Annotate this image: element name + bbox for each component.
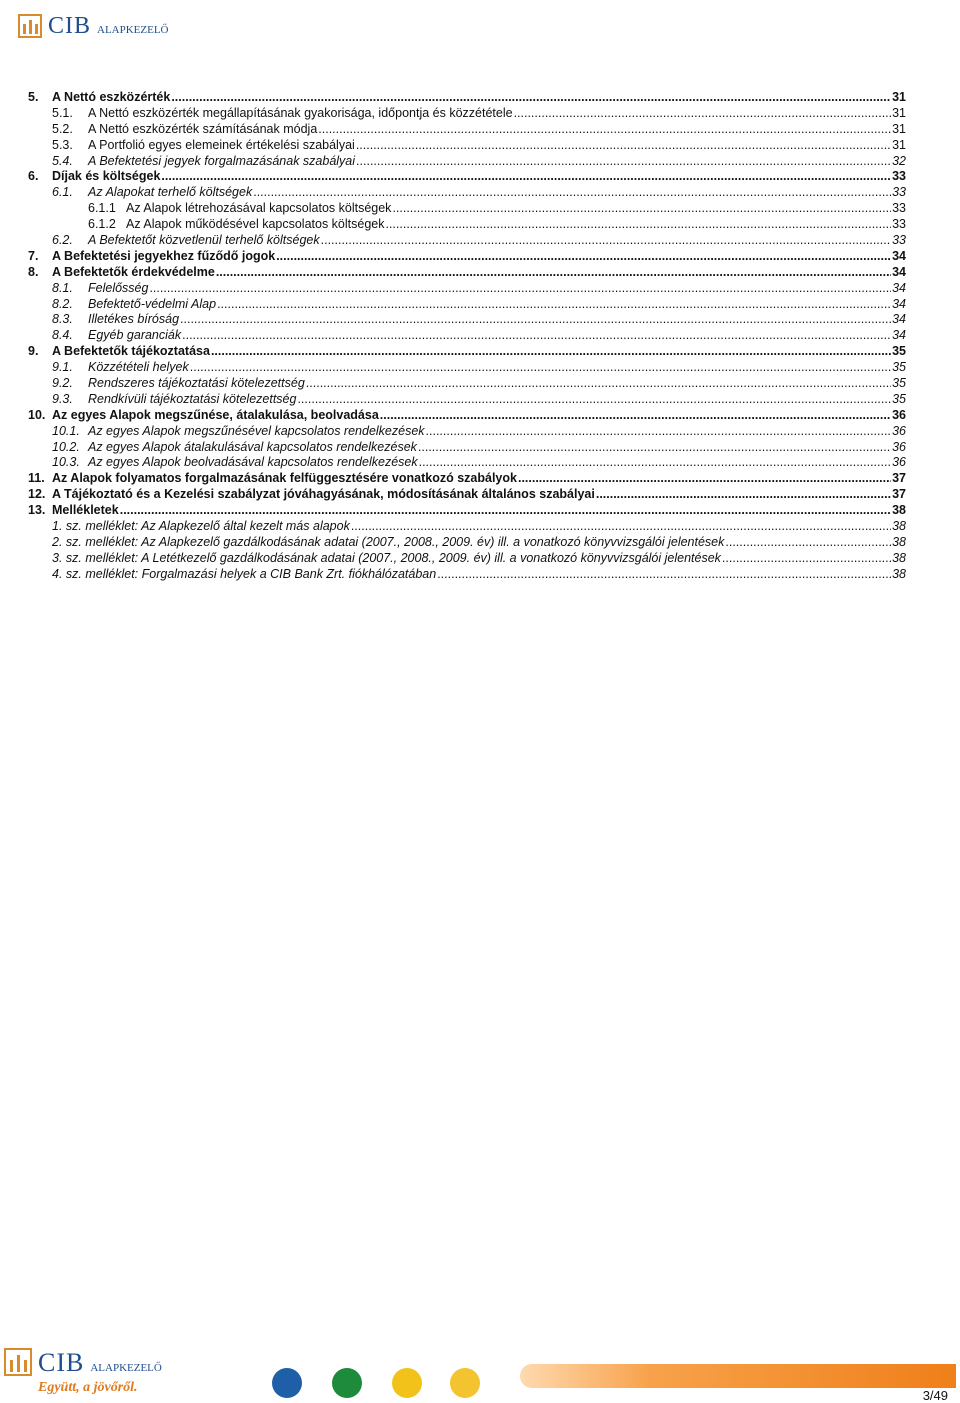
toc-leader-dots <box>161 169 891 185</box>
toc-entry-page: 33 <box>892 217 906 232</box>
toc-entry-page: 33 <box>892 233 906 248</box>
table-of-contents <box>28 90 906 583</box>
toc-leader-dots <box>216 265 891 281</box>
toc-entry-number: 6. <box>28 169 39 184</box>
toc-leader-dots <box>356 138 891 154</box>
toc-entry[interactable] <box>28 233 906 249</box>
toc-entry-page: 32 <box>892 153 906 168</box>
toc-entry[interactable] <box>28 154 906 170</box>
page-footer <box>0 1340 960 1403</box>
toc-entry-title: Az Alapok működésével kapcsolatos költségek <box>126 217 385 232</box>
toc-entry-page: 35 <box>892 360 906 375</box>
toc-leader-dots <box>253 185 891 201</box>
toc-entry[interactable] <box>28 106 906 122</box>
toc-entry-page: 36 <box>892 407 906 422</box>
toc-entry-page: 31 <box>892 105 906 120</box>
toc-entry-page: 37 <box>892 487 906 502</box>
toc-entry-page: 38 <box>892 566 906 581</box>
toc-entry-page: 34 <box>892 296 906 311</box>
toc-entry-number: 9.3. <box>52 391 73 406</box>
toc-entry-number: 8.1. <box>52 280 73 295</box>
toc-leader-dots <box>392 201 891 217</box>
toc-entry-page: 34 <box>892 280 906 295</box>
toc-entry-page: 31 <box>892 137 906 152</box>
toc-entry-number: 5.2. <box>52 121 73 136</box>
toc-entry-page: 35 <box>892 376 906 391</box>
toc-entry-title: 2. sz. melléklet: Az Alapkezelő gazdálkodásának adatai (2007., 2008., 2009. év) ill. a vonatkozó könyvvizsgálói jelentések <box>52 534 725 549</box>
toc-entry[interactable] <box>28 344 906 360</box>
toc-entry-title: Az egyes Alapok beolvadásával kapcsolatos rendelkezések <box>88 455 418 470</box>
toc-entry[interactable] <box>28 471 906 487</box>
toc-entry-number: 12. <box>28 487 46 502</box>
toc-entry[interactable] <box>28 392 906 408</box>
toc-leader-dots <box>321 233 891 249</box>
toc-entry-page: 33 <box>892 169 906 184</box>
toc-entry-page: 34 <box>892 248 906 263</box>
toc-entry[interactable] <box>28 281 906 297</box>
toc-entry-number: 6.1.2 <box>88 217 116 232</box>
toc-entry-title: 4. sz. melléklet: Forgalmazási helyek a CIB Bank Zrt. fiókhálózatában <box>52 566 437 581</box>
toc-entry-number: 8.2. <box>52 296 73 311</box>
header-logo-sub: ALAPKEZELŐ <box>97 24 169 36</box>
toc-entry-title: Az Alapok létrehozásával kapcsolatos költségek <box>126 201 392 216</box>
toc-entry-title: A Befektetők érdekvédelme <box>52 264 215 279</box>
toc-entry-number: 9.2. <box>52 376 73 391</box>
footer-logo-text: CIB <box>38 1348 85 1377</box>
toc-leader-dots <box>514 106 892 122</box>
toc-entry-page: 33 <box>892 201 906 216</box>
toc-entry-title: 3. sz. melléklet: A Letétkezelő gazdálkodásának adatai (2007., 2008., 2009. év) ill. a vonatkozó könyvvizsgálói jelentések <box>52 550 721 565</box>
green-dot-icon <box>332 1368 362 1398</box>
toc-leader-dots <box>356 154 891 170</box>
toc-entry-title: A Nettó eszközérték <box>52 90 171 104</box>
toc-entry-page: 31 <box>892 90 906 104</box>
toc-entry-title: Mellékletek <box>52 503 119 518</box>
toc-leader-dots <box>180 312 891 328</box>
toc-entry-title: A Nettó eszközérték számításának módja <box>88 121 318 136</box>
toc-entry[interactable] <box>28 408 906 424</box>
toc-entry-title: Rendszeres tájékoztatási kötelezettség <box>88 376 305 391</box>
toc-entry-number: 5.3. <box>52 137 73 152</box>
toc-entry-page: 34 <box>892 328 906 343</box>
toc-entry[interactable] <box>28 455 906 471</box>
toc-leader-dots <box>351 519 891 535</box>
cib-logo-icon <box>18 14 42 38</box>
toc-entry-page: 37 <box>892 471 906 486</box>
toc-entry-number: 5. <box>28 90 39 104</box>
toc-entry-page: 35 <box>892 391 906 406</box>
toc-entry-number: 10.3. <box>52 455 80 470</box>
toc-leader-dots <box>385 217 891 233</box>
toc-entry-title: A Befektetési jegyekhez fűződő jogok <box>52 248 276 263</box>
toc-entry-title: 1. sz. melléklet: Az Alapkezelő által kezelt más alapok <box>52 519 350 534</box>
toc-entry-page: 34 <box>892 264 906 279</box>
toc-leader-dots <box>418 440 891 456</box>
toc-entry-title: Díjak és költségek <box>52 169 161 184</box>
toc-entry[interactable] <box>28 217 906 233</box>
toc-entry-title: Az Alapok folyamatos forgalmazásának felfüggesztésére vonatkozó szabályok <box>52 471 517 486</box>
toc-leader-dots <box>722 551 891 567</box>
toc-entry-number: 10.1. <box>52 423 80 438</box>
toc-entry[interactable] <box>28 376 906 392</box>
toc-entry[interactable] <box>28 567 906 583</box>
toc-entry[interactable] <box>28 297 906 313</box>
toc-entry[interactable] <box>28 440 906 456</box>
toc-leader-dots <box>211 344 891 360</box>
toc-entry-page: 38 <box>892 550 906 565</box>
toc-entry-number: 8.3. <box>52 312 73 327</box>
footer-slogan: Együtt, a jövőről. <box>38 1380 138 1395</box>
blue-dot-icon <box>272 1368 302 1398</box>
footer-logo <box>4 1348 162 1376</box>
footer-logo-sub: ALAPKEZELŐ <box>90 1362 162 1374</box>
toc-entry[interactable] <box>28 122 906 138</box>
toc-entry-number: 10. <box>28 407 46 422</box>
toc-entry-title: Befektető-védelmi Alap <box>88 296 217 311</box>
toc-entry-number: 9. <box>28 344 39 359</box>
toc-entry-title: A Nettó eszközérték megállapításának gyakorisága, időpontja és közzététele <box>88 105 513 120</box>
toc-entry-number: 6.1. <box>52 185 73 200</box>
toc-entry-number: 6.2. <box>52 233 73 248</box>
toc-entry[interactable] <box>28 503 906 519</box>
toc-entry[interactable] <box>28 265 906 281</box>
toc-entry-title: A Befektetők tájékoztatása <box>52 344 210 359</box>
toc-entry-title: Illetékes bíróság <box>88 312 180 327</box>
toc-entry-page: 36 <box>892 423 906 438</box>
toc-entry[interactable] <box>28 185 906 201</box>
toc-entry-number: 11. <box>28 471 45 486</box>
toc-leader-dots <box>437 567 891 583</box>
toc-entry[interactable] <box>28 424 906 440</box>
toc-entry-page: 38 <box>892 503 906 518</box>
toc-leader-dots <box>318 122 891 138</box>
toc-entry-number: 8.4. <box>52 328 73 343</box>
toc-entry-page: 36 <box>892 455 906 470</box>
toc-leader-dots <box>297 392 891 408</box>
toc-entry-title: Az egyes Alapok átalakulásával kapcsolatos rendelkezések <box>88 439 417 454</box>
toc-entry-title: A Befektetőt közvetlenül terhelő költségek <box>88 233 320 248</box>
toc-leader-dots <box>380 408 891 424</box>
header-logo-text: CIB <box>48 13 92 39</box>
toc-entry[interactable] <box>28 551 906 567</box>
toc-entry-page: 36 <box>892 439 906 454</box>
toc-entry-title: Felelősség <box>88 280 149 295</box>
yellow-dot-icon <box>392 1368 422 1398</box>
toc-leader-dots <box>149 281 891 297</box>
toc-entry-title: Egyéb garanciák <box>88 328 182 343</box>
toc-leader-dots <box>276 249 891 265</box>
orange-band <box>520 1364 956 1388</box>
toc-entry-page: 31 <box>892 121 906 136</box>
page-number: 3/49 <box>922 1388 948 1403</box>
toc-entry-title: A Tájékoztató és a Kezelési szabályzat jóváhagyásának, módosításának általános szabályai <box>52 487 595 502</box>
toc-entry[interactable] <box>28 201 906 217</box>
toc-entry-page: 38 <box>892 534 906 549</box>
toc-entry-page: 35 <box>892 344 906 359</box>
toc-leader-dots <box>171 90 891 106</box>
toc-entry[interactable] <box>28 535 906 551</box>
toc-entry-number: 5.1. <box>52 105 73 120</box>
toc-entry[interactable] <box>28 138 906 154</box>
toc-entry-page: 34 <box>892 312 906 327</box>
toc-entry-title: A Portfolió egyes elemeinek értékelési szabályai <box>88 137 355 152</box>
toc-entry-number: 9.1. <box>52 360 73 375</box>
toc-entry-number: 5.4. <box>52 153 73 168</box>
toc-leader-dots <box>518 471 891 487</box>
toc-entry[interactable] <box>28 312 906 328</box>
toc-entry[interactable] <box>28 90 906 106</box>
toc-leader-dots <box>426 424 892 440</box>
toc-entry-number: 6.1.1 <box>88 201 116 216</box>
toc-entry-number: 10.2. <box>52 439 80 454</box>
toc-entry-number: 8. <box>28 264 39 279</box>
header-logo <box>18 10 169 38</box>
toc-leader-dots <box>190 360 891 376</box>
toc-leader-dots <box>419 455 891 471</box>
toc-entry-page: 33 <box>892 185 906 200</box>
toc-entry-title: A Befektetési jegyek forgalmazásának szabályai <box>88 153 356 168</box>
toc-leader-dots <box>217 297 891 313</box>
toc-entry-title: Rendkívüli tájékoztatási kötelezettség <box>88 391 297 406</box>
toc-entry[interactable] <box>28 169 906 185</box>
toc-entry[interactable] <box>28 519 906 535</box>
toc-entry[interactable] <box>28 487 906 503</box>
yellow-dot-icon <box>450 1368 480 1398</box>
toc-entry[interactable] <box>28 328 906 344</box>
toc-entry[interactable] <box>28 360 906 376</box>
toc-leader-dots <box>182 328 891 344</box>
cib-logo-icon <box>4 1348 32 1376</box>
toc-entry[interactable] <box>28 249 906 265</box>
toc-leader-dots <box>596 487 891 503</box>
toc-leader-dots <box>306 376 891 392</box>
toc-leader-dots <box>120 503 891 519</box>
toc-entry-number: 13. <box>28 503 46 518</box>
toc-leader-dots <box>725 535 891 551</box>
toc-entry-title: Az Alapokat terhelő költségek <box>88 185 253 200</box>
toc-entry-number: 7. <box>28 248 39 263</box>
toc-entry-title: Az egyes Alapok megszűnésével kapcsolatos rendelkezések <box>88 423 425 438</box>
toc-entry-title: Az egyes Alapok megszűnése, átalakulása, beolvadása <box>52 407 379 422</box>
toc-entry-page: 38 <box>892 519 906 534</box>
toc-entry-title: Közzétételi helyek <box>88 360 189 375</box>
